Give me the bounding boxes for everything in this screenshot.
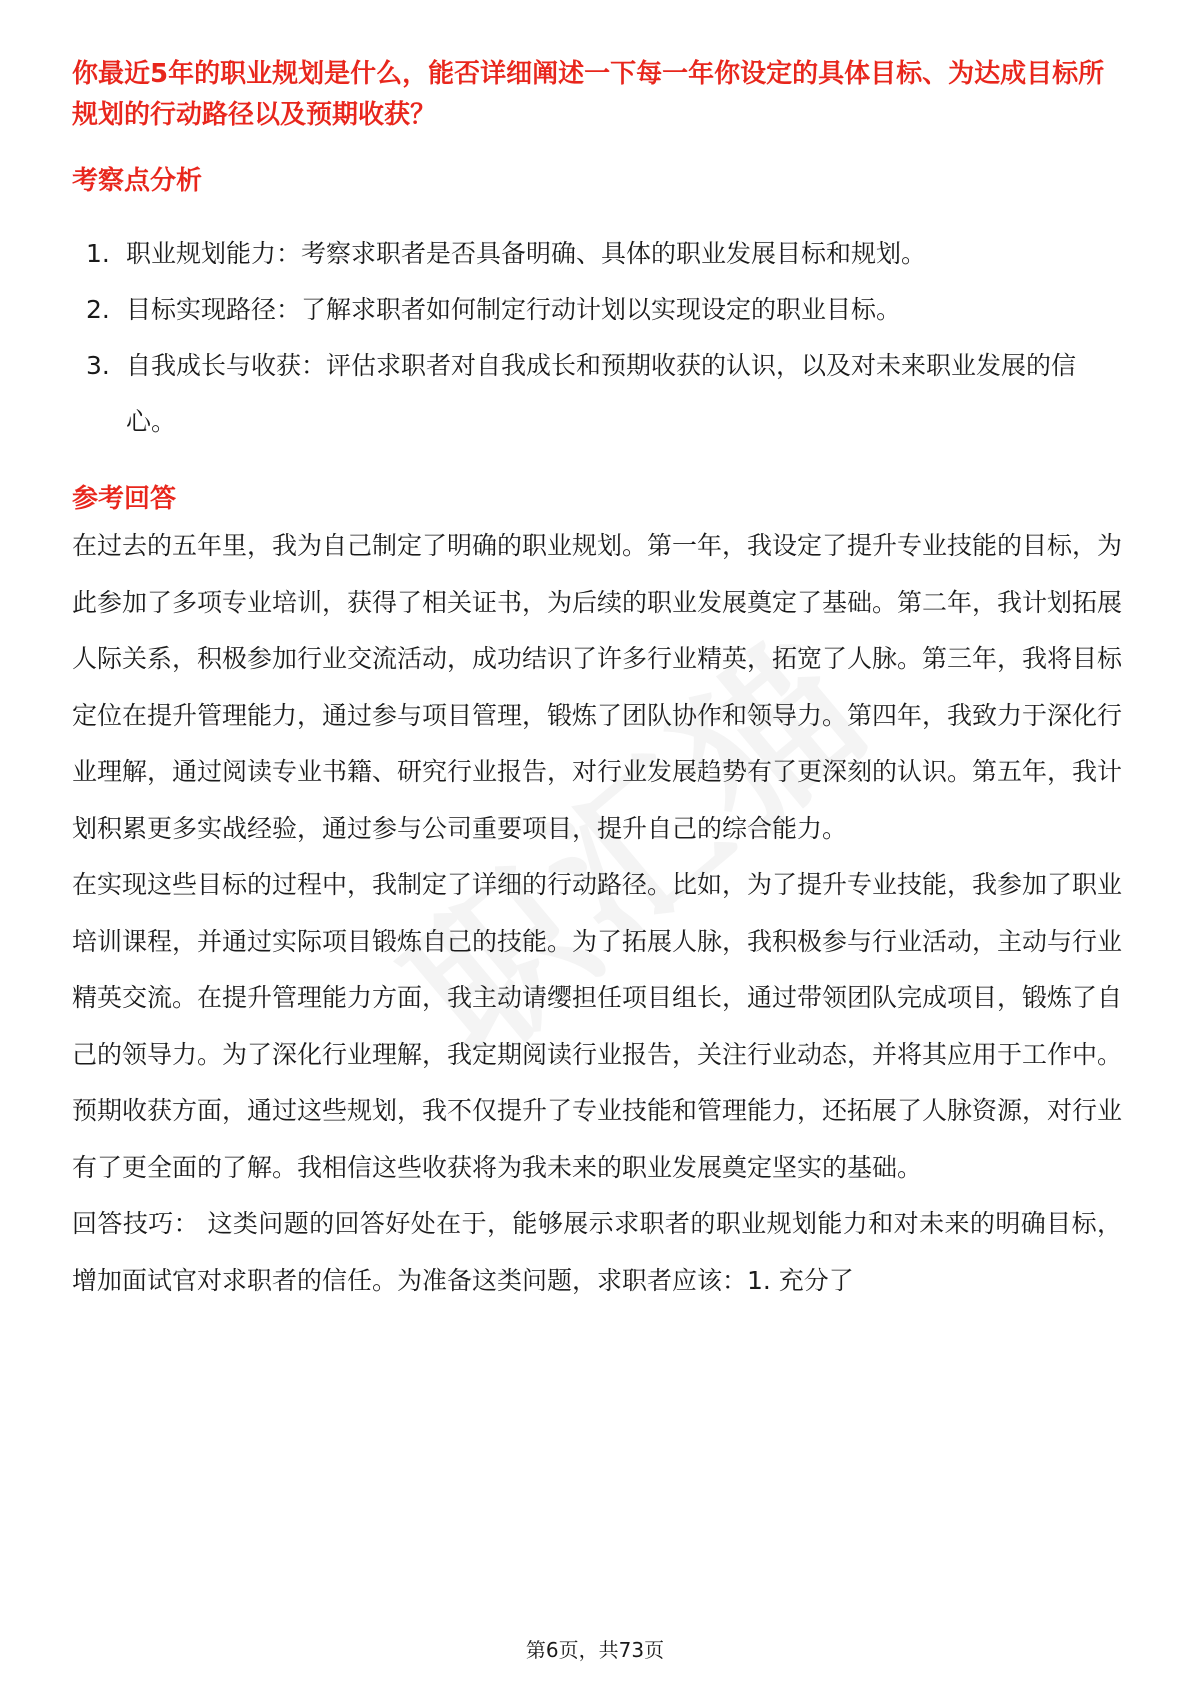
analysis-point	[72, 226, 1122, 282]
answer-paragraph: 在实现这些目标的过程中，我制定了详细的行动路径。比如，为了提升专业技能，我参加了职业培训课程，并通过实际项目锻炼自己的技能。为了拓展人脉，我积极参与行业活动，主动与行业精英交流。在提升管理能力方面，我主动请缨担任项目组长，通过带领团队完成项目，锻炼了自己的领导力。为了深化行业理解，我定期阅读行业报告，关注行业动态，并将其应用于工作中。	[72, 870, 1123, 1069]
point-text: 目标实现路径：了解求职者如何制定行动计划以实现设定的职业目标。	[126, 295, 902, 324]
page-number: 第6页，共73页	[525, 1638, 665, 1662]
question-heading: 你最近5年的职业规划是什么，能否详细阐述一下每一年你设定的具体目标、为达成目标所规划的行动路径以及预期收获？	[72, 59, 1105, 130]
point-number: 1.	[86, 239, 110, 268]
analysis-points	[72, 226, 1122, 450]
answer-title: 参考回答	[72, 484, 177, 514]
point-text: 自我成长与收获：评估求职者对自我成长和预期收获的认识，以及对未来职业发展的信心。	[126, 351, 1077, 436]
point-text: 职业规划能力：考察求职者是否具备明确、具体的职业发展目标和规划。	[126, 239, 927, 268]
point-number: 2.	[86, 295, 110, 324]
analysis-point	[72, 282, 1122, 338]
answer-paragraph: 在过去的五年里，我为自己制定了明确的职业规划。第一年，我设定了提升专业技能的目标，为此参加了多项专业培训，获得了相关证书，为后续的职业发展奠定了基础。第二年，我计划拓展人际关系，积极参加行业交流活动，成功结识了许多行业精英，拓宽了人脉。第三年，我将目标定位在提升管理能力，通过参与项目管理，锻炼了团队协作和领导力。第四年，我致力于深化行业理解，通过阅读专业书籍、研究行业报告，对行业发展趋势有了更深刻的认识。第五年，我计划积累更多实战经验，通过参与公司重要项目，提升自己的综合能力。	[72, 531, 1123, 843]
answer-paragraph: 预期收获方面，通过这些规划，我不仅提升了专业技能和管理能力，还拓展了人脉资源，对行业有了更全面的了解。我相信这些收获将为我未来的职业发展奠定坚实的基础。	[72, 1096, 1123, 1182]
analysis-point	[72, 338, 1122, 450]
answer-tips: 回答技巧： 这类问题的回答好处在于，能够展示求职者的职业规划能力和对未来的明确目标，增加面试官对求职者的信任。为准备这类问题，求职者应该：1. 充分了	[72, 1209, 1122, 1295]
analysis-title: 考察点分析	[72, 166, 203, 196]
content	[72, 54, 1122, 1309]
point-number: 3.	[86, 351, 110, 380]
